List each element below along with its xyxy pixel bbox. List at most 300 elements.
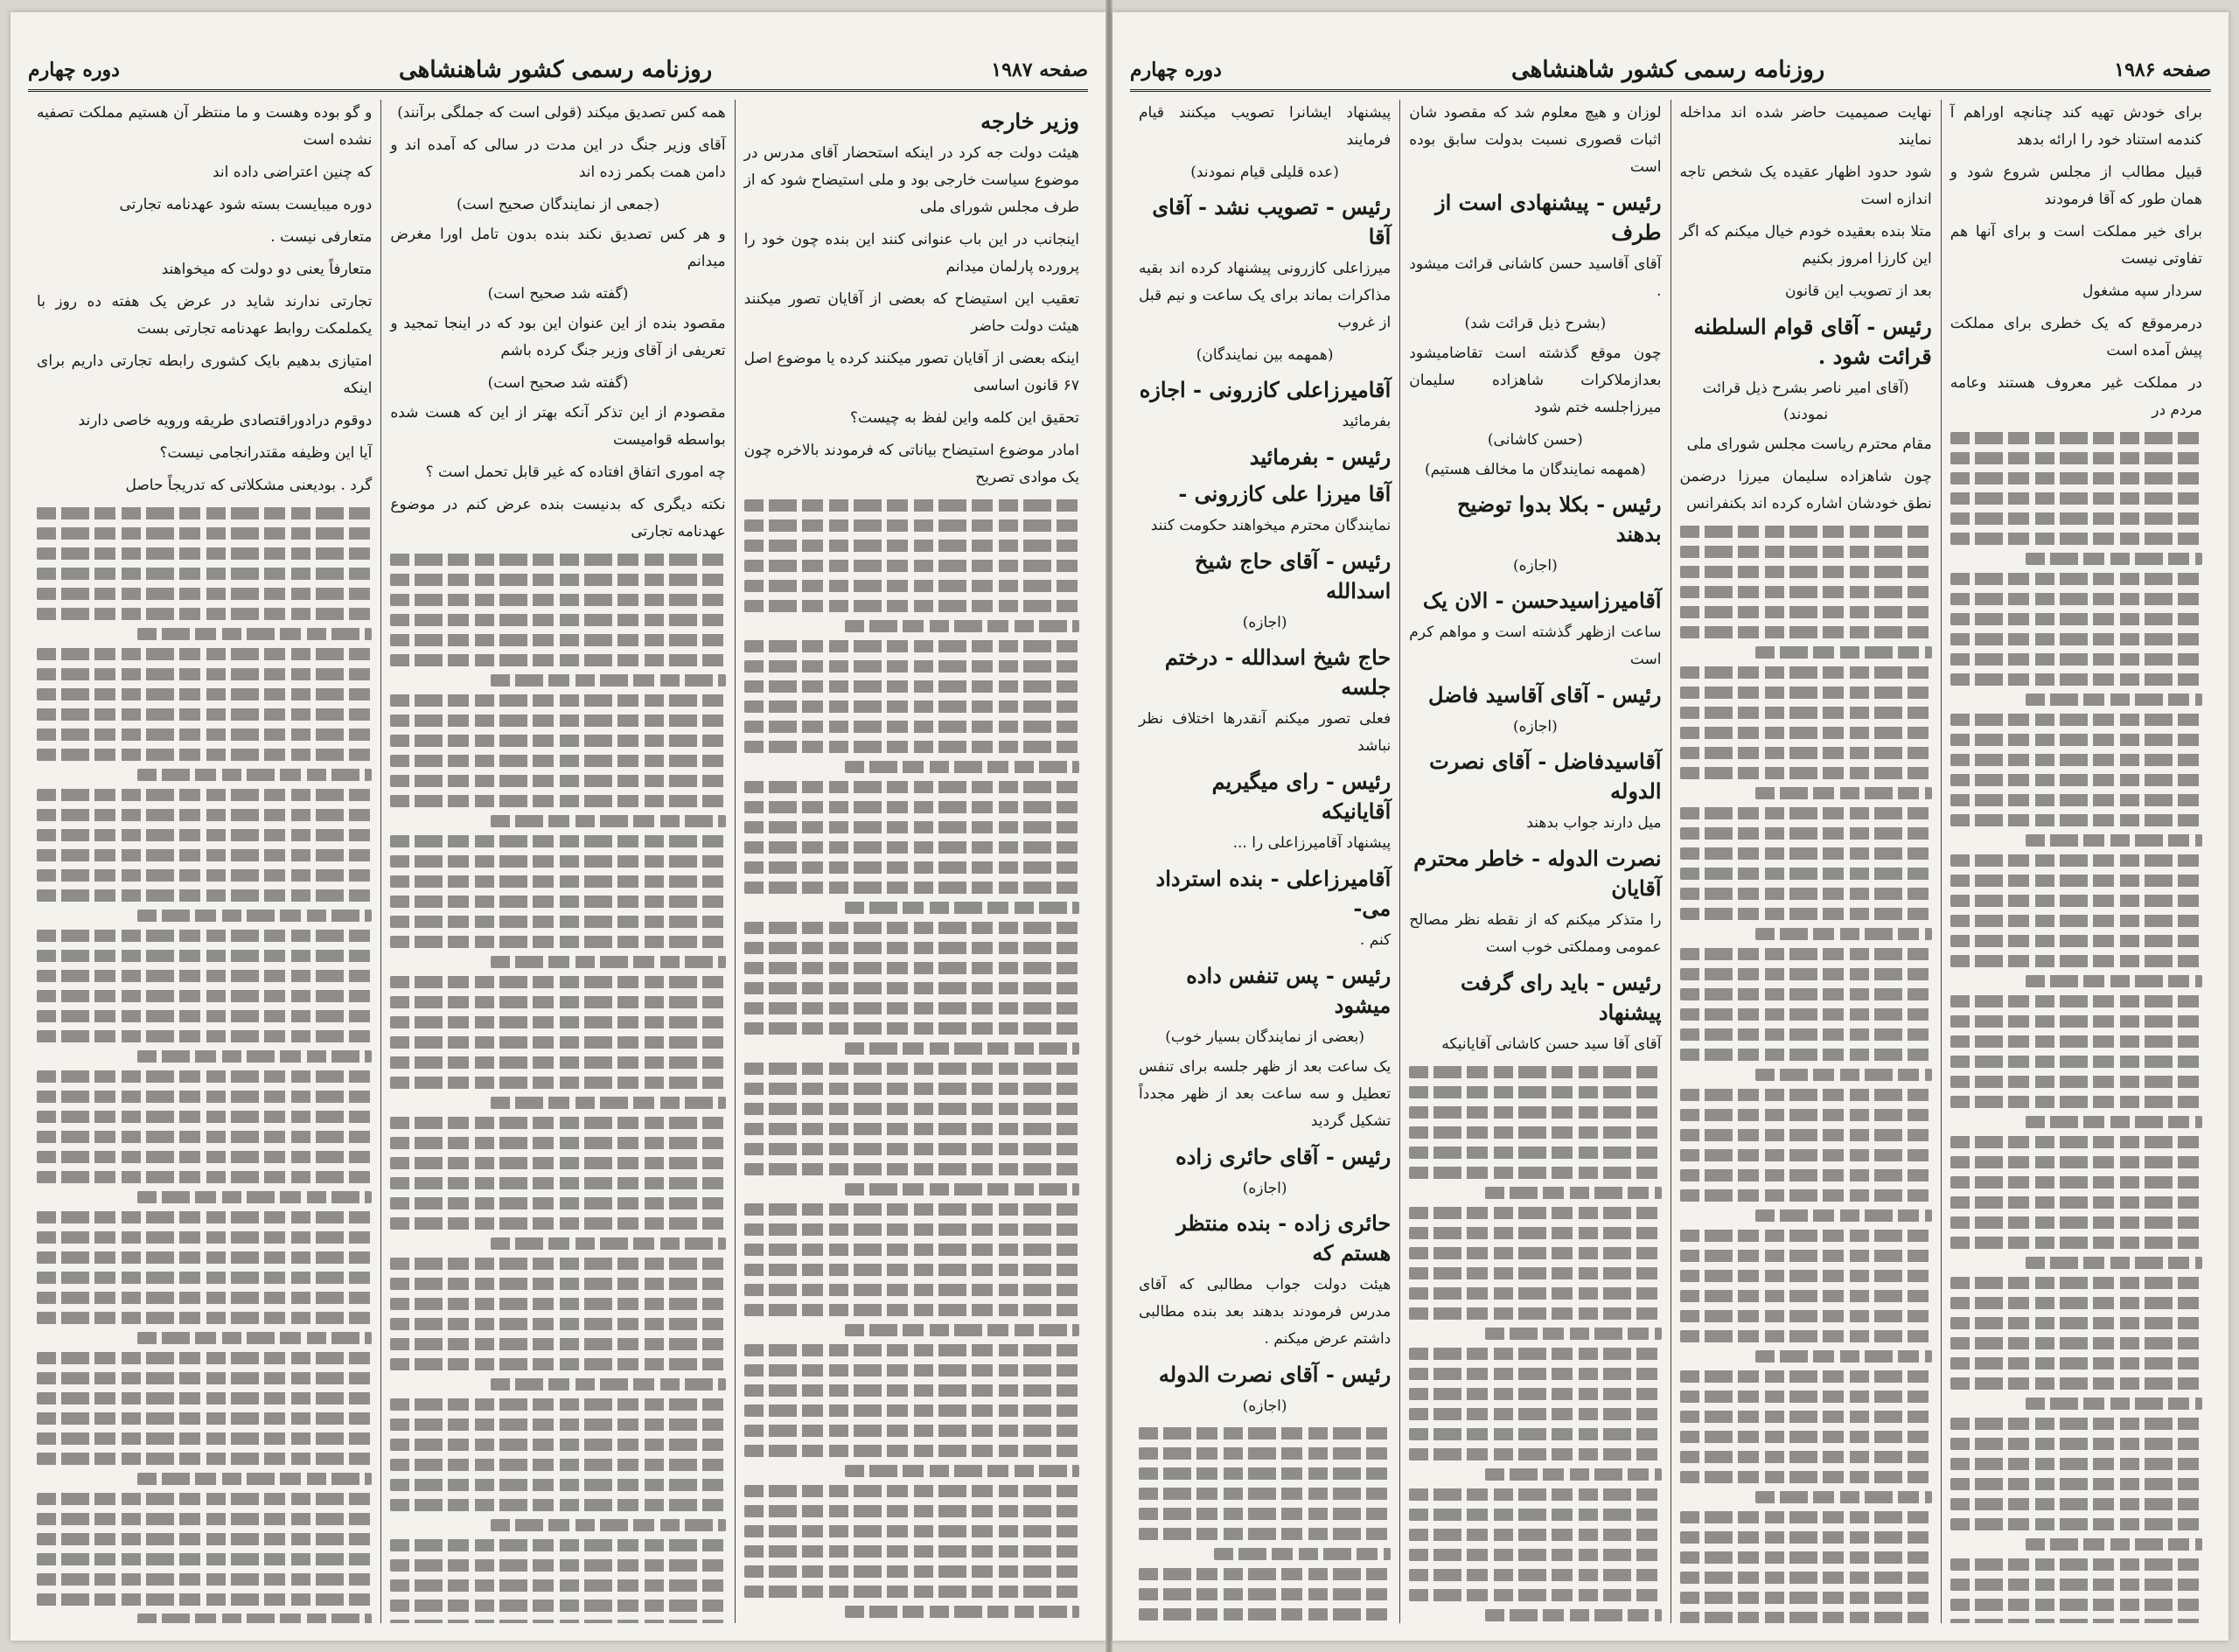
- text-line-placeholder: [1409, 1589, 1661, 1601]
- text-line-placeholder: [744, 1103, 1079, 1115]
- paragraph: چون شاهزاده سلیمان میرزا درضمن نطق خودشان اشاره کرده اند بکنفرانس: [1679, 468, 1932, 512]
- parenthetical-note: (گفته شد صحیح است): [487, 374, 629, 392]
- text-line-placeholder: [1680, 626, 1932, 638]
- paragraph: تحقیق این کلمه واین لفظ به چیست؟: [850, 409, 1079, 427]
- speaker-heading: رئیس - باید رای گرفت پیشنهاد: [1460, 970, 1662, 1025]
- text-line-placeholder: [1680, 1370, 1932, 1383]
- text-line-placeholder: [1755, 1069, 1932, 1081]
- text-line-placeholder: [744, 1203, 1079, 1216]
- text-line-placeholder: [1950, 1337, 2202, 1349]
- text-line-placeholder: [1680, 1169, 1932, 1181]
- volume-label: دوره چهارم: [28, 59, 120, 81]
- text-line-placeholder: [744, 962, 1079, 974]
- text-line-placeholder: [1680, 666, 1932, 679]
- parenthetical-note: (بعضی از نمایندگان بسیار خوب): [1165, 1028, 1364, 1046]
- text-line-placeholder: [1409, 1267, 1661, 1279]
- text-line-placeholder: [390, 1177, 725, 1189]
- text-line-placeholder: [1950, 452, 2202, 464]
- text-line-placeholder: [37, 688, 372, 701]
- text-line-placeholder: [1950, 1619, 2202, 1623]
- parenthetical-note: (حسن کاشانی): [1487, 431, 1583, 449]
- text-line-placeholder: [744, 560, 1079, 572]
- text-line-placeholder: [37, 1272, 372, 1284]
- text-line-placeholder: [37, 1312, 372, 1324]
- text-line-placeholder: [1680, 1330, 1932, 1342]
- text-line-placeholder: [1950, 1035, 2202, 1048]
- text-line-placeholder: [1680, 1612, 1932, 1623]
- paragraph: بفرمائید: [1342, 413, 1392, 430]
- text-line-placeholder: [37, 1533, 372, 1545]
- text-line-placeholder: [1139, 1508, 1391, 1520]
- paragraph: برای خیر مملکت است و برای آنها هم تفاوتی نیست: [1950, 223, 2202, 268]
- text-line-placeholder: [1680, 868, 1932, 880]
- paragraph: نهایت صمیمیت حاضر شده اند مداخله نمایند: [1679, 104, 1932, 149]
- text-line-placeholder: [37, 950, 372, 962]
- text-line-placeholder: [1485, 1609, 1662, 1621]
- text-column: [1671, 100, 1941, 1623]
- text-line-placeholder: [37, 1292, 372, 1304]
- text-line-placeholder: [390, 1278, 725, 1290]
- text-line-placeholder: [390, 1418, 725, 1431]
- text-line-placeholder: [37, 1231, 372, 1244]
- page-number: صفحه ۱۹۸۶: [2114, 59, 2211, 81]
- text-line-placeholder: [390, 996, 725, 1008]
- text-line-placeholder: [1680, 1391, 1932, 1403]
- text-line-placeholder: [845, 1606, 1079, 1618]
- text-line-placeholder: [390, 554, 725, 566]
- parenthetical-note: (عده قلیلی قیام نمودند): [1190, 164, 1339, 181]
- text-line-placeholder: [744, 1083, 1079, 1095]
- text-line-placeholder: [137, 910, 372, 922]
- text-line-placeholder: [1755, 646, 1932, 659]
- text-line-placeholder: [1950, 1518, 2202, 1530]
- text-line-placeholder: [390, 1600, 725, 1612]
- text-line-placeholder: [1409, 1147, 1661, 1159]
- speaker-heading: رئیس - تصویب نشد - آقای آقا: [1152, 194, 1392, 249]
- text-line-placeholder: [491, 674, 725, 687]
- text-line-placeholder: [1950, 1599, 2202, 1611]
- text-line-placeholder: [1409, 1509, 1661, 1521]
- text-line-placeholder: [37, 1432, 372, 1445]
- text-line-placeholder: [390, 1117, 725, 1129]
- parenthetical-note: (آقای امیر ناصر بشرح ذیل قرائت نمودند): [1702, 380, 1909, 423]
- text-line-placeholder: [2026, 975, 2202, 987]
- text-line-placeholder: [390, 896, 725, 908]
- text-line-placeholder: [744, 821, 1079, 833]
- text-line-placeholder: [37, 869, 372, 882]
- newspaper-title: روزنامه رسمی کشور شاهنشاهی: [398, 57, 713, 83]
- text-line-placeholder: [1409, 1066, 1661, 1078]
- text-line-placeholder: [1409, 1167, 1661, 1179]
- text-line-placeholder: [1950, 1357, 2202, 1370]
- text-line-placeholder: [1950, 814, 2202, 826]
- text-line-placeholder: [1950, 1156, 2202, 1168]
- text-line-placeholder: [1950, 633, 2202, 645]
- text-line-placeholder: [744, 1244, 1079, 1256]
- text-line-placeholder: [1680, 1431, 1932, 1443]
- paragraph: درمرموقع که یک خطری برای مملکت پیش آمده است: [1950, 315, 2202, 359]
- right-page-columns: [1130, 100, 2211, 1623]
- text-line-placeholder: [1755, 928, 1932, 940]
- text-line-placeholder: [1680, 948, 1932, 960]
- parenthetical-note: (اجازه): [1512, 557, 1558, 575]
- text-line-placeholder: [744, 640, 1079, 652]
- text-line-placeholder: [744, 580, 1079, 592]
- text-line-placeholder: [37, 1010, 372, 1022]
- text-line-placeholder: [37, 1111, 372, 1123]
- text-line-placeholder: [37, 1151, 372, 1163]
- newspaper-title: روزنامه رسمی کشور شاهنشاهی: [1510, 57, 1825, 83]
- text-line-placeholder: [1409, 1488, 1661, 1501]
- paragraph: همه کس تصدیق میکند (قولی است که جملگی برآنند): [397, 104, 726, 122]
- speaker-heading: آقامیرزاعلی کازرونی - اجازه: [1139, 377, 1392, 402]
- paragraph: دوقوم درادوراقتصادی طریقه ورویه خاصی دارند: [78, 412, 373, 429]
- text-line-placeholder: [744, 1525, 1079, 1537]
- text-line-placeholder: [744, 1425, 1079, 1437]
- text-line-placeholder: [1950, 935, 2202, 947]
- parenthetical-note: (همهمه نمایندگان ما مخالف هستیم): [1424, 461, 1646, 478]
- text-line-placeholder: [1680, 988, 1932, 1000]
- paragraph: مقام محترم ریاست مجلس شورای ملی: [1686, 436, 1932, 453]
- text-line-placeholder: [1139, 1568, 1391, 1580]
- text-line-placeholder: [1950, 1237, 2202, 1249]
- parenthetical-note: (گفته شد صحیح است): [487, 285, 629, 303]
- text-line-placeholder: [37, 849, 372, 861]
- speaker-heading: آقاسیدفاضل - آقای نصرت الدوله: [1429, 749, 1662, 804]
- text-line-placeholder: [37, 1513, 372, 1525]
- left-page-columns: [28, 100, 1088, 1623]
- text-line-placeholder: [2026, 553, 2202, 565]
- text-line-placeholder: [1950, 1478, 2202, 1490]
- text-line-placeholder: [744, 882, 1079, 894]
- text-line-placeholder: [1680, 1411, 1932, 1423]
- text-line-placeholder: [845, 1183, 1079, 1195]
- paragraph: چون موقع گذشته است تقاضامیشود بعدازملاکرات شاهزاده سلیمان میرزاجلسه ختم شود: [1409, 345, 1662, 416]
- text-line-placeholder: [1680, 566, 1932, 578]
- text-line-placeholder: [744, 942, 1079, 954]
- text-line-placeholder: [1950, 573, 2202, 585]
- text-line-placeholder: [744, 1143, 1079, 1155]
- text-line-placeholder: [390, 1398, 725, 1411]
- text-line-placeholder: [744, 1002, 1079, 1014]
- text-line-placeholder: [1409, 1207, 1661, 1219]
- text-line-placeholder: [491, 1237, 725, 1250]
- paragraph: گرد . بودیعنی مشکلاتی که تدریجاً حاصل: [125, 477, 373, 494]
- text-line-placeholder: [1950, 673, 2202, 686]
- text-line-placeholder: [390, 1459, 725, 1471]
- text-line-placeholder: [1409, 1287, 1661, 1300]
- text-line-placeholder: [1680, 888, 1932, 900]
- text-line-placeholder: [37, 648, 372, 660]
- text-line-placeholder: [390, 1479, 725, 1491]
- text-line-placeholder: [1680, 546, 1932, 558]
- speaker-heading: رئیس - بکلا بدوا توضیح بدهند: [1457, 491, 1662, 547]
- text-line-placeholder: [744, 1545, 1079, 1558]
- text-line-placeholder: [37, 809, 372, 821]
- text-line-placeholder: [1139, 1488, 1391, 1500]
- text-line-placeholder: [1409, 1227, 1661, 1239]
- text-line-placeholder: [1485, 1328, 1662, 1340]
- text-line-placeholder: [1950, 1317, 2202, 1329]
- text-line-placeholder: [1680, 908, 1932, 920]
- text-line-placeholder: [744, 841, 1079, 854]
- text-line-placeholder: [390, 634, 725, 646]
- text-line-placeholder: [1950, 875, 2202, 887]
- paragraph: آیا این وظیفه مقتدرانجامی نیست؟: [159, 444, 373, 462]
- text-line-placeholder: [744, 1485, 1079, 1497]
- text-line-placeholder: [1950, 1277, 2202, 1289]
- paragraph: قبیل مطالب از مجلس شروع شود و همان طور که آقا فرمودند: [1950, 164, 2202, 208]
- right-page: [1113, 12, 2229, 1641]
- text-line-placeholder: [1950, 794, 2202, 806]
- text-line-placeholder: [1755, 1209, 1932, 1222]
- text-line-placeholder: [1409, 1368, 1661, 1380]
- text-line-placeholder: [744, 1123, 1079, 1135]
- text-line-placeholder: [491, 1097, 725, 1109]
- text-line-placeholder: [390, 1258, 725, 1270]
- text-line-placeholder: [1950, 1056, 2202, 1068]
- text-line-placeholder: [37, 789, 372, 801]
- text-line-placeholder: [1485, 1468, 1662, 1481]
- text-line-placeholder: [845, 902, 1079, 914]
- left-page-header: [28, 51, 1088, 92]
- text-line-placeholder: [1950, 1196, 2202, 1209]
- text-line-placeholder: [1950, 854, 2202, 867]
- text-line-placeholder: [137, 1332, 372, 1344]
- text-line-placeholder: [1680, 1511, 1932, 1523]
- text-line-placeholder: [744, 1223, 1079, 1236]
- text-line-placeholder: [37, 749, 372, 761]
- parenthetical-note: (اجازه): [1512, 718, 1558, 735]
- paragraph: پیشنهاد ایشانرا تصویب میکنند قیام فرمایند: [1139, 104, 1392, 149]
- speaker-heading: آقامیرزاعلی - بنده استرداد می-: [1155, 866, 1392, 921]
- text-line-placeholder: [1680, 847, 1932, 860]
- text-line-placeholder: [1139, 1447, 1391, 1460]
- text-line-placeholder: [390, 1499, 725, 1511]
- speaker-heading: حاج شیخ اسدالله - درختم جلسه: [1164, 645, 1392, 700]
- text-line-placeholder: [845, 1465, 1079, 1477]
- text-line-placeholder: [1950, 734, 2202, 746]
- text-line-placeholder: [37, 889, 372, 902]
- text-line-placeholder: [1950, 754, 2202, 766]
- speaker-heading: رئیس - پس تنفس داده میشود: [1186, 963, 1392, 1018]
- text-line-placeholder: [1409, 1388, 1661, 1400]
- paragraph: اینکه بعضی از آقایان تصور میکنند کرده یا موضوع اصل ۶۷ قانون اساسی: [743, 350, 1079, 394]
- text-line-placeholder: [1214, 1548, 1391, 1560]
- text-line-placeholder: [37, 1171, 372, 1183]
- text-line-placeholder: [1139, 1427, 1391, 1439]
- parenthetical-note: (جمعی از نمایندگان صحیح است): [457, 196, 659, 213]
- text-line-placeholder: [1680, 1008, 1932, 1021]
- paragraph: بعد از تصویب این قانون: [1784, 282, 1932, 300]
- text-line-placeholder: [1409, 1448, 1661, 1460]
- text-line-placeholder: [1409, 1348, 1661, 1360]
- text-line-placeholder: [137, 1473, 372, 1485]
- text-line-placeholder: [1950, 895, 2202, 907]
- text-line-placeholder: [1680, 827, 1932, 840]
- text-line-placeholder: [1950, 593, 2202, 605]
- text-column: [380, 100, 734, 1623]
- text-line-placeholder: [37, 507, 372, 519]
- text-line-placeholder: [1950, 1096, 2202, 1108]
- text-line-placeholder: [744, 982, 1079, 994]
- paragraph: ساعت ازظهر گذشته است و مواهم کرم است: [1409, 624, 1662, 668]
- text-line-placeholder: [744, 1405, 1079, 1417]
- text-line-placeholder: [1950, 714, 2202, 726]
- text-line-placeholder: [1680, 1572, 1932, 1584]
- paragraph: مقصودم از این تذکر آنکه بهتر از این که هست شده بواسطه قوامیست: [390, 404, 726, 449]
- text-line-placeholder: [1950, 1498, 2202, 1510]
- text-line-placeholder: [390, 775, 725, 787]
- text-line-placeholder: [37, 970, 372, 982]
- text-line-placeholder: [37, 588, 372, 600]
- text-line-placeholder: [2026, 1257, 2202, 1269]
- paragraph: و هر کس تصدیق نکند بنده بدون تامل اورا مغرض میدانم: [390, 226, 726, 270]
- text-line-placeholder: [390, 835, 725, 847]
- text-line-placeholder: [390, 1036, 725, 1049]
- text-line-placeholder: [744, 1445, 1079, 1457]
- text-line-placeholder: [744, 922, 1079, 934]
- text-line-placeholder: [37, 1493, 372, 1505]
- parenthetical-note: (بشرح ذیل قرائت شد): [1464, 315, 1607, 332]
- text-line-placeholder: [37, 990, 372, 1002]
- text-line-placeholder: [37, 1030, 372, 1042]
- text-line-placeholder: [1485, 1187, 1662, 1199]
- text-line-placeholder: [491, 956, 725, 968]
- text-line-placeholder: [744, 1384, 1079, 1397]
- text-line-placeholder: [1680, 687, 1932, 699]
- text-line-placeholder: [1950, 1216, 2202, 1229]
- paragraph: میل دارند جواب بدهند: [1526, 814, 1662, 832]
- paragraph: اینجانب در این باب عنوانی کنند این بنده چون خود را پرورده پارلمان میدانم: [743, 231, 1079, 275]
- text-line-placeholder: [2026, 1538, 2202, 1551]
- text-line-placeholder: [37, 527, 372, 540]
- text-line-placeholder: [1409, 1086, 1661, 1098]
- page-number: صفحه ۱۹۸۷: [991, 59, 1088, 81]
- text-line-placeholder: [744, 1344, 1079, 1356]
- text-line-placeholder: [1680, 1250, 1932, 1262]
- paragraph: آقای آقا سید حسن کاشانی آقایانیکه: [1441, 1035, 1662, 1053]
- text-line-placeholder: [37, 1412, 372, 1425]
- text-line-placeholder: [1680, 1089, 1932, 1101]
- text-line-placeholder: [390, 1338, 725, 1350]
- text-line-placeholder: [744, 1022, 1079, 1035]
- text-line-placeholder: [1409, 1307, 1661, 1320]
- text-line-placeholder: [1409, 1408, 1661, 1420]
- text-line-placeholder: [744, 680, 1079, 693]
- text-line-placeholder: [1950, 1438, 2202, 1450]
- text-line-placeholder: [37, 668, 372, 680]
- text-line-placeholder: [1680, 1310, 1932, 1322]
- text-line-placeholder: [1680, 1270, 1932, 1282]
- text-line-placeholder: [37, 1251, 372, 1264]
- text-line-placeholder: [744, 801, 1079, 813]
- text-line-placeholder: [1680, 767, 1932, 779]
- text-line-placeholder: [1680, 526, 1932, 538]
- text-line-placeholder: [744, 1284, 1079, 1296]
- text-line-placeholder: [1680, 747, 1932, 759]
- parenthetical-note: (همهمه بین نمایندگان): [1196, 346, 1334, 364]
- text-line-placeholder: [1680, 1189, 1932, 1202]
- text-line-placeholder: [1680, 1290, 1932, 1302]
- text-line-placeholder: [137, 769, 372, 781]
- text-line-placeholder: [390, 795, 725, 807]
- paragraph: هیئت دولت جواب مطالبی که آقای مدرس فرمودند بدهند بعد بنده مطالبی داشتم عرض میکنم .: [1139, 1276, 1392, 1348]
- paragraph: هیئت دولت جه کرد در اینکه استحضار آقای مدرس در موضوع سیاست خارجی بود و ملی استیضاح شود که از طرف مجلس شورای ملی: [743, 144, 1079, 216]
- text-line-placeholder: [491, 815, 725, 827]
- paragraph: میرزاعلی کازرونی پیشنهاد کرده اند بقیه مذاکرات بماند برای یک ساعت و نیم قبل از غروب: [1139, 260, 1392, 331]
- text-line-placeholder: [2026, 1116, 2202, 1128]
- text-line-placeholder: [1950, 432, 2202, 444]
- speaker-heading: رئیس - آقای حائری زاده: [1175, 1144, 1392, 1169]
- speaker-heading: حائری زاده - بنده منتظر هستم که: [1176, 1210, 1392, 1265]
- text-line-placeholder: [390, 1217, 725, 1230]
- text-line-placeholder: [390, 1539, 725, 1551]
- paragraph: امتیازی بدهیم بایک کشوری رابطه تجارتی داریم برای اینکه: [37, 352, 373, 397]
- text-line-placeholder: [1409, 1247, 1661, 1259]
- text-line-placeholder: [1680, 1551, 1932, 1564]
- text-line-placeholder: [390, 875, 725, 888]
- text-line-placeholder: [744, 701, 1079, 713]
- text-line-placeholder: [1680, 807, 1932, 819]
- text-line-placeholder: [390, 694, 725, 707]
- text-line-placeholder: [37, 829, 372, 841]
- book-gutter: [1106, 0, 1113, 1652]
- text-line-placeholder: [1950, 512, 2202, 525]
- text-line-placeholder: [390, 1197, 725, 1209]
- text-line-placeholder: [1680, 606, 1932, 618]
- text-line-placeholder: [1680, 968, 1932, 980]
- paragraph: امادر موضوع استیضاح بیاناتی که فرمودند بالاخره چون یک موادی تصریح: [743, 442, 1079, 486]
- text-line-placeholder: [1950, 955, 2202, 967]
- text-line-placeholder: [137, 1614, 372, 1623]
- text-line-placeholder: [1950, 472, 2202, 484]
- speaker-heading: رئیس - آقای نصرت الدوله: [1158, 1362, 1392, 1387]
- text-line-placeholder: [137, 1191, 372, 1203]
- paragraph: چه اموری اتفاق افتاده که غیر قابل تحمل است ؟: [425, 464, 726, 481]
- text-line-placeholder: [744, 1364, 1079, 1377]
- text-line-placeholder: [37, 608, 372, 620]
- text-line-placeholder: [37, 1131, 372, 1143]
- text-line-placeholder: [390, 735, 725, 747]
- text-line-placeholder: [1950, 1136, 2202, 1148]
- paragraph: آقای وزیر جنگ در این مدت در سالی که آمده اند و دامن همت بکمر زده اند: [390, 136, 726, 181]
- text-line-placeholder: [1755, 1350, 1932, 1363]
- text-line-placeholder: [1950, 1418, 2202, 1430]
- speaker-heading: رئیس - آقای حاج شیخ اسدالله: [1195, 548, 1392, 603]
- text-line-placeholder: [37, 1211, 372, 1223]
- text-line-placeholder: [1409, 1428, 1661, 1440]
- text-line-placeholder: [37, 1372, 372, 1384]
- text-line-placeholder: [1139, 1588, 1391, 1600]
- text-line-placeholder: [1680, 1471, 1932, 1483]
- speaker-heading: آقا میرزا علی کازرونی -: [1178, 481, 1392, 506]
- speaker-heading: رئیس - پیشنهادی است از طرف: [1434, 190, 1662, 245]
- text-line-placeholder: [744, 1264, 1079, 1276]
- text-line-placeholder: [390, 654, 725, 666]
- text-line-placeholder: [845, 761, 1079, 773]
- text-line-placeholder: [390, 1137, 725, 1149]
- speaker-heading: رئیس - آقای قوام السلطنه قرائت شود .: [1693, 314, 1932, 369]
- text-line-placeholder: [390, 1579, 725, 1592]
- text-line-placeholder: [744, 721, 1079, 733]
- text-line-placeholder: [390, 976, 725, 988]
- paragraph: سردار سپه مشغول: [2082, 282, 2202, 300]
- parenthetical-note: (اجازه): [1242, 1180, 1287, 1197]
- paragraph: مقصود بنده از این عنوان این بود که در اینجا تمجید و تعریفی از آقای وزیر جنگ کرده باشم: [390, 315, 726, 359]
- text-line-placeholder: [390, 1439, 725, 1451]
- text-line-placeholder: [744, 519, 1079, 532]
